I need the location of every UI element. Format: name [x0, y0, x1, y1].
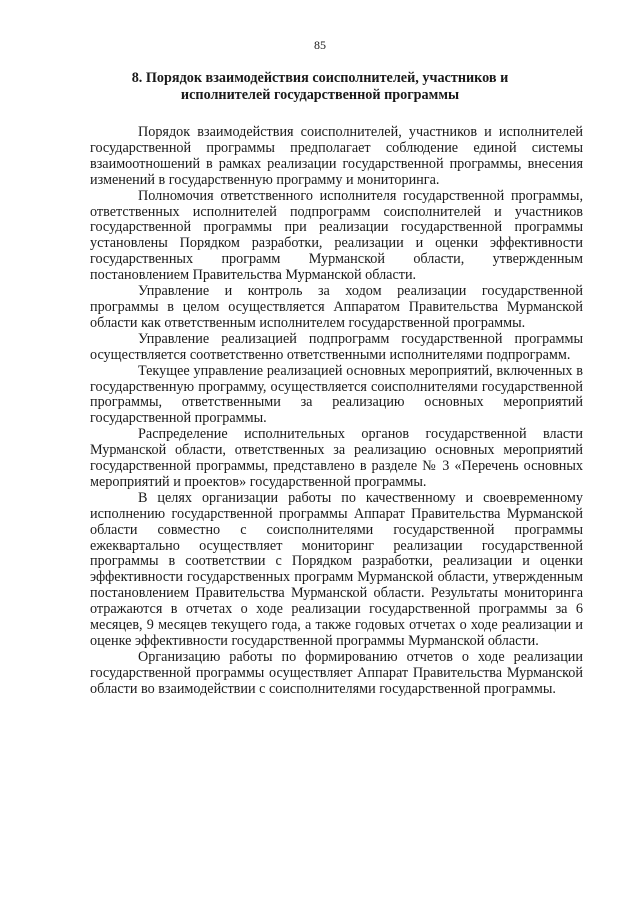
- paragraph-distribution: Распределение исполнительных органов государственной власти Мурманской области, ответственных за реализацию основных мероприятий государственной программы, представлено в разделе № 3 «Перечень основных мероприятий и проектов» государственной программы.: [90, 426, 583, 490]
- paragraph-management-control: Управление и контроль за ходом реализации государственной программы в целом осуществляется Аппаратом Правительства Мурманской области как ответственным исполнителем государственной программы.: [90, 283, 583, 331]
- paragraph-current-management: Текущее управление реализацией основных мероприятий, включенных в государственную программу, осуществляется соисполнителями государственной программы, ответственными за реализацию основных мероприятий государственной программы.: [90, 362, 583, 427]
- page-number: 85: [314, 38, 326, 52]
- section-heading-line-2: исполнителей государственной программы: [180, 87, 460, 103]
- paragraph-interaction-order: Порядок взаимодействия соисполнителей, участников и исполнителей государственной программы предполагает соблюдение единой системы взаимоотношений в рамках реализации государственной программы, внесения изменений в государственную программу и мониторинга.: [90, 124, 583, 188]
- body-text: [90, 125, 583, 698]
- section-heading-line-1: 8. Порядок взаимодействия соисполнителей, участников и: [131, 70, 509, 86]
- paragraph-powers: Полномочия ответственного исполнителя государственной программы, ответственных исполнителей подпрограмм соисполнителей и участников государственной программы при реализации государственной программы установлены Порядком разработки, реализации и оценки эффективности государственных программ Мурманской области, утвержденным постановлением Правительства Мурманской области.: [90, 187, 583, 284]
- section-heading: [90, 70, 550, 104]
- paragraph-reports: Организацию работы по формированию отчетов о ходе реализации государственной программы осуществляет Аппарат Правительства Мурманской области во взаимодействии с соисполнителями государственной программы.: [90, 648, 583, 697]
- paragraph-monitoring: В целях организации работы по качественному и своевременному исполнению государственной программы Аппарат Правительства Мурманской области совместно с соисполнителями государственной программы ежеквартально осуществляет мониторинг реализации государственной программы в соответствии с Порядком разработки, реализации и оценки эффективности государственных программ Мурманской области, утвержденным постановлением Правительства Мурманской области. Результаты мониторинга отражаются в отчетах о ходе реализации государственной программы за 6 месяцев, 9 месяцев текущего года, а также годовых отчетах о ходе реализации и оценке эффективности государственной программы Мурманской области.: [90, 489, 583, 649]
- paragraph-subprogram-management: Управление реализацией подпрограмм государственной программы осуществляется соответственно ответственными исполнителями подпрограмм.: [90, 330, 583, 363]
